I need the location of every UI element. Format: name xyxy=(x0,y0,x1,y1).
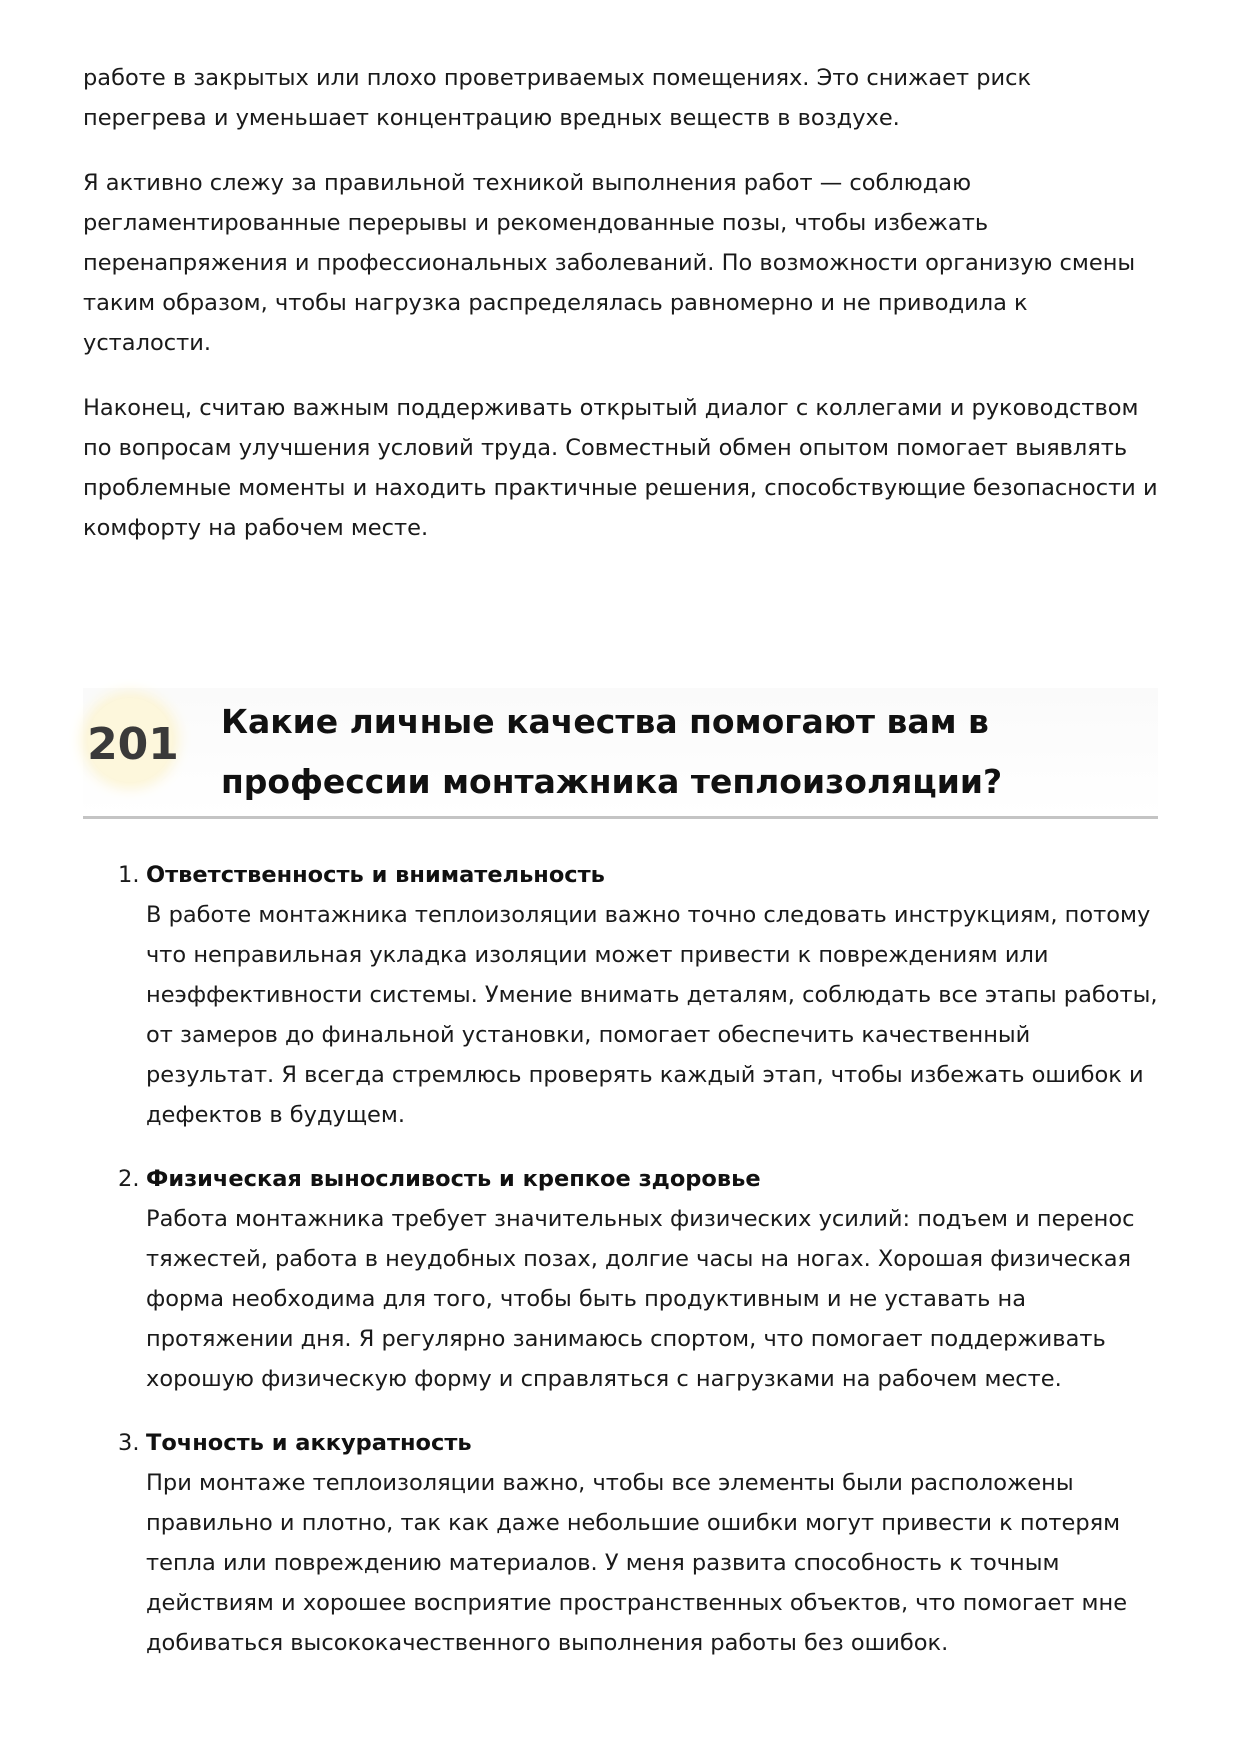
question-header xyxy=(83,688,1158,819)
answer-number: 1. xyxy=(118,862,140,888)
question-title: Какие личные качества помогают вам в профессии монтажника теплоизоляции? xyxy=(221,702,1003,801)
answer-list xyxy=(118,855,1163,1687)
question-number: 201 xyxy=(87,719,179,770)
answer-body: Работа монтажника требует значительных физических усилий: подъем и перенос тяжестей, работа в неудобных позах, долгие часы на ногах. Хорошая физическая форма необходима для того, чтобы быть продуктивным и не уставать на протяжении дня. Я регулярно занимаюсь спортом, что помогает поддерживать хорошую физическую форму и справляться с нагрузками на рабочем месте. xyxy=(146,1206,1135,1392)
answer-item xyxy=(118,1423,1163,1663)
answer-number: 2. xyxy=(118,1166,140,1192)
answer-title: Ответственность и внимательность xyxy=(146,862,605,888)
intro-paragraph: Я активно слежу за правильной техникой выполнения работ — соблюдаю регламентированные перерывы и рекомендованные позы, чтобы избежать перенапряжения и профессиональных заболеваний. По возможности организую смены таким образом, чтобы нагрузка распределялась равномерно и не приводила к усталости. xyxy=(83,170,1136,356)
intro-paragraph: работе в закрытых или плохо проветриваемых помещениях. Это снижает риск перегрева и уменьшает концентрацию вредных веществ в воздухе. xyxy=(83,65,1032,131)
answer-number: 3. xyxy=(118,1430,140,1456)
answer-title: Физическая выносливость и крепкое здоровье xyxy=(146,1166,761,1192)
answer-title: Точность и аккуратность xyxy=(146,1430,472,1456)
intro-paragraph: Наконец, считаю важным поддерживать открытый диалог с коллегами и руководством по вопросам улучшения условий труда. Совместный обмен опытом помогает выявлять проблемные моменты и находить практичные решения, способствующие безопасности и комфорту на рабочем месте. xyxy=(83,395,1158,541)
answer-body: При монтаже теплоизоляции важно, чтобы все элементы были расположены правильно и плотно, так как даже небольшие ошибки могут привести к потерям тепла или повреждению материалов. У меня развита способность к точным действиям и хорошее восприятие пространственных объектов, что помогает мне добиваться высококачественного выполнения работы без ошибок. xyxy=(146,1470,1128,1656)
intro-section xyxy=(83,58,1158,573)
question-number-badge xyxy=(87,698,179,782)
answer-body: В работе монтажника теплоизоляции важно точно следовать инструкциям, потому что неправильная укладка изоляции может привести к повреждениям или неэффективности системы. Умение внимать деталям, соблюдать все этапы работы, от замеров до финальной установки, помогает обеспечить качественный результат. Я всегда стремлюсь проверять каждый этап, чтобы избежать ошибок и дефектов в будущем. xyxy=(146,902,1158,1128)
answer-item xyxy=(118,855,1163,1135)
answer-item xyxy=(118,1159,1163,1399)
